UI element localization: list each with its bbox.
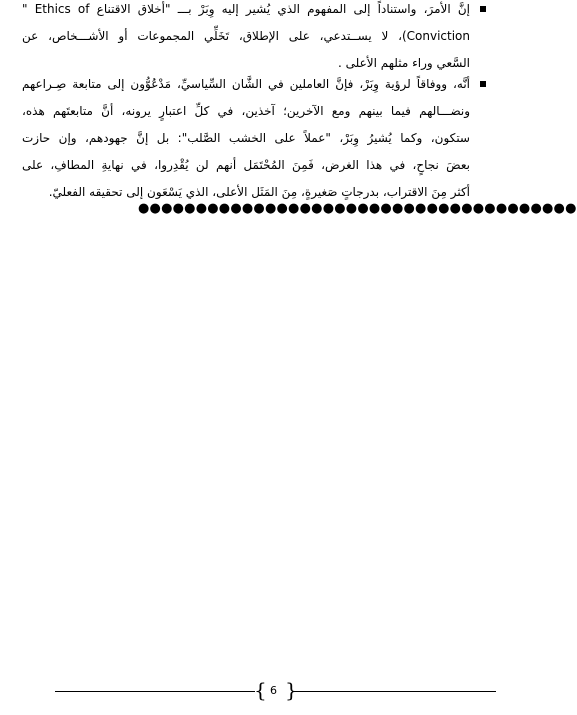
paragraph-line: أكثر مِنَ الاقتراب، بدرجاتٍ صَغيرةٍ، مِنَ المَثَل الأعلى، الذي يَسْعَون إلى تحقيقه الفعليّ. bbox=[48, 185, 470, 199]
paragraph-line: السَّعي وراء مثلهم الأعلى . bbox=[338, 56, 470, 70]
paragraph-line: بعضَ نجاحٍ، في هذا الغرض، فَمِنَ المُحْتَمَل أنهم لن يُقْدِروا، في نهايةِ المطافِ، على bbox=[22, 158, 470, 172]
paragraph-line: إنَّ الأمرَ، واستناداً إلى المفهوم الذي يُشير إليه وِبَرْ بـــ "أخلاق الاقتناع Ethics of " bbox=[22, 2, 470, 16]
left-brace-icon: { bbox=[254, 678, 267, 702]
footer-rule-right bbox=[292, 691, 496, 692]
paragraph-line: ونضـــالهم فيما بينهم ومع الآخرين؛ آخذين، في كلِّ اعتبارٍ يرونه، أنَّ متابعتَهم هذه، bbox=[22, 104, 470, 118]
right-brace-icon: } bbox=[285, 678, 298, 702]
paragraph-line: Conviction)، لا يســتدعي، على الإطلاق، تَخَلِّي المجموعات أو الأشـــخاص، عن bbox=[22, 29, 470, 43]
bullet-paragraph-1 bbox=[22, 0, 470, 77]
bullet-paragraph-2 bbox=[22, 71, 470, 206]
dotted-separator: ●●●●●●●●●●●●●●●●●●●●●●●●●●●●●●●●●●●●●● bbox=[138, 201, 577, 216]
page-number: 6 bbox=[270, 684, 277, 697]
paragraph-line: أنَّه، ووفاقاً لرؤية وِبَرْ، فإنَّ العاملين في الشَّان السِّياسيِّ، مَدْعُوُّون إلى متابعة صِـراعهم bbox=[22, 77, 470, 91]
paragraph-line: ستكون، وكما يُشيرُ وِبَرْ، "عملاً على الخشب الصَّلب": بل إنَّ جهودهم، وإن حازت bbox=[22, 131, 470, 145]
square-bullet-icon bbox=[480, 81, 486, 87]
square-bullet-icon bbox=[480, 6, 486, 12]
footer-rule-left bbox=[55, 691, 255, 692]
